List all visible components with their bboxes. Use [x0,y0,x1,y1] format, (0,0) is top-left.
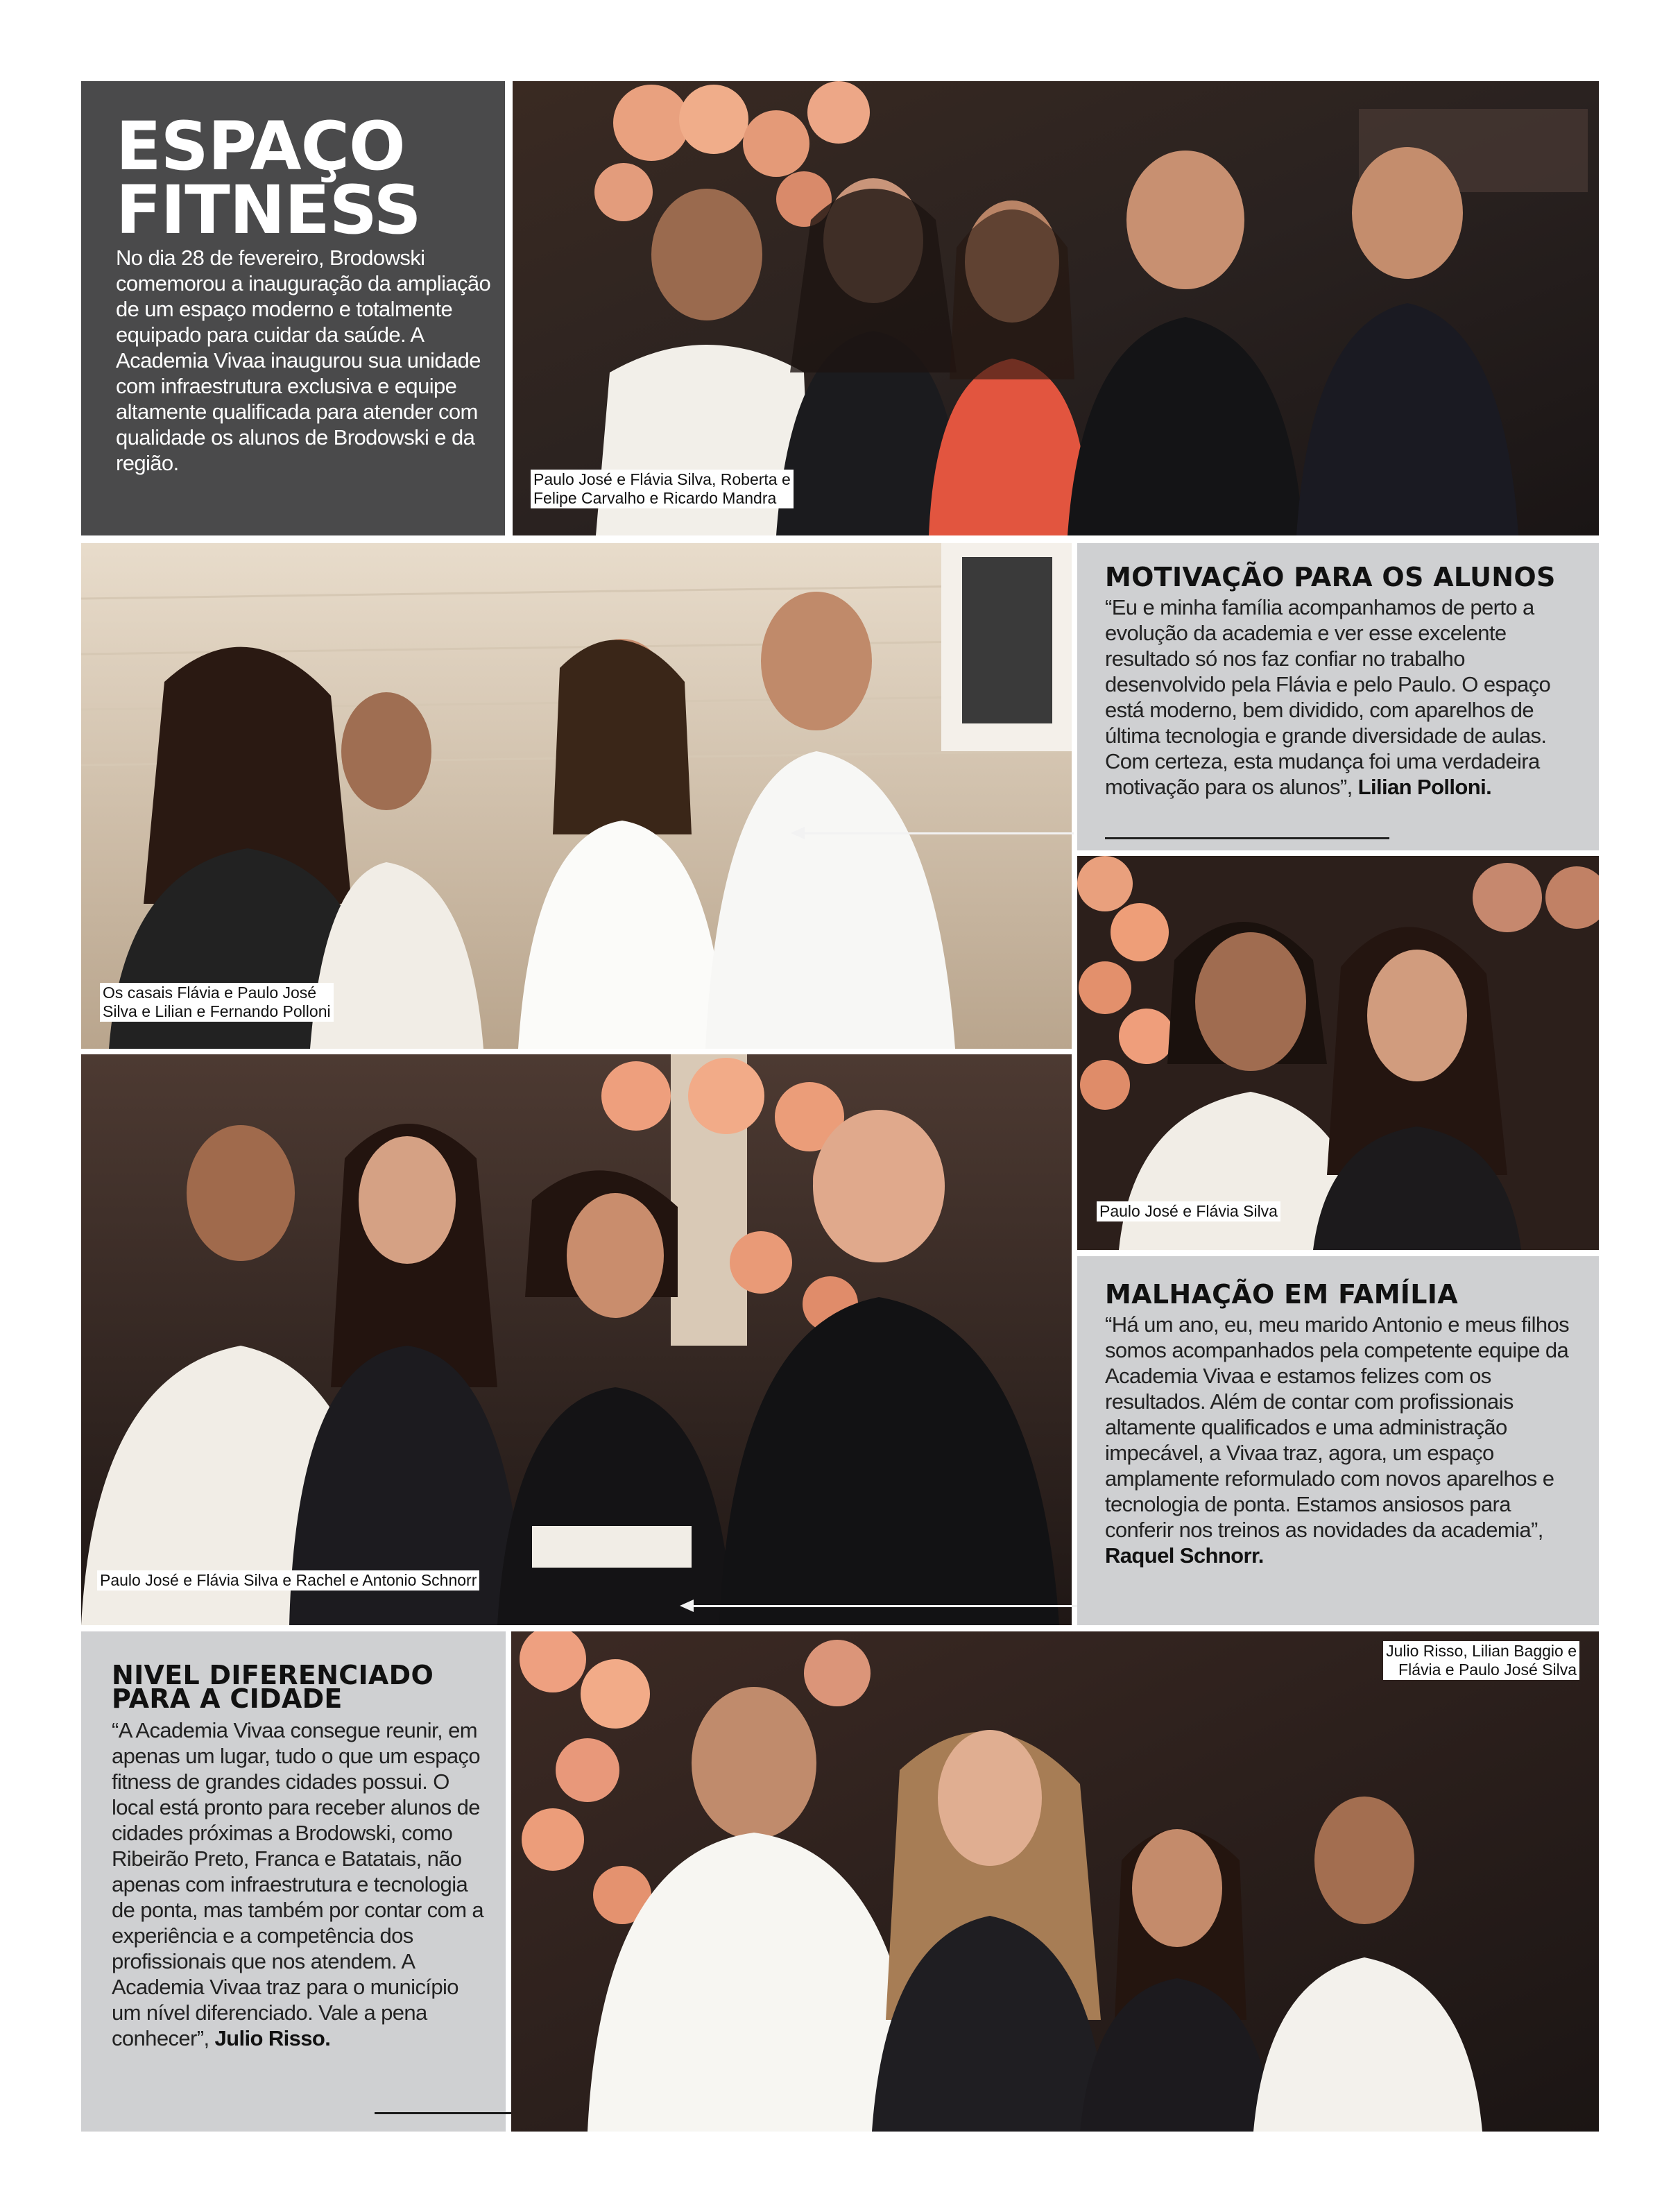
intro-box [81,81,505,535]
section-malhacao [1077,1256,1599,1625]
photo-couples-polloni-image [81,543,1072,1049]
photo-schnorr [81,1054,1072,1625]
quote-body: “A Academia Vivaa consegue reunir, em apenas um lugar, tudo o que um espaço fitness de grandes cidades possui. O local está pronto para receber alunos de cidades próximas a Brodowski, como Ribeirão Preto, Franca e Batatais, não apenas com infraestrutura e tecnologia de ponta, mas também por contar com a experiência e a competência dos profissionais que nos atendem. A Academia Vivaa traz para o município um nível diferenciado. Vale a pena conhecer”, [112,1718,484,2050]
photo-paulo-flavia [1077,856,1599,1250]
pointer-arrow [803,832,1074,834]
section-title: MALHAÇÃO EM FAMÍLIA [1105,1279,1458,1310]
photo-caption: Paulo José e Flávia Silva e Rachel e Antonio Schnorr [97,1570,479,1591]
quote-author: Lilian Polloni. [1357,775,1492,799]
photo-risso-group-image [511,1631,1599,2132]
photo-group-five-image [513,81,1599,535]
photo-paulo-flavia-image [1077,856,1599,1250]
quote-text [1105,594,1574,800]
author-underline [1105,837,1389,839]
quote-author: Julio Risso. [214,2026,331,2050]
arrow-head [680,1600,694,1612]
photo-schnorr-image [81,1054,1072,1625]
photo-group-five [513,81,1599,535]
page-title: ESPAÇO FITNESS [116,108,421,249]
quote-author: Raquel Schnorr. [1105,1543,1264,1568]
quote-text [112,1717,485,2051]
arrow-head [791,827,805,839]
photo-couples-polloni [81,543,1072,1049]
section-title: MOTIVAÇÃO PARA OS ALUNOS [1105,562,1556,592]
photo-caption: Julio Risso, Lilian Baggio e Flávia e Paulo José Silva [1383,1641,1579,1680]
quote-body: “Há um ano, eu, meu marido Antonio e meus filhos somos acompanhados pela competente equipe da Academia Vivaa e estamos felizes com os resultados. Além de contar com profissionais altamente qualificados e uma administração impecável, a Vivaa traz, agora, um espaço amplamente reformulado com novos aparelhos e tecnologia de ponta. Estamos ansiosos para conferir nos treinos as novidades da academia”, [1105,1312,1570,1542]
photo-caption: Os casais Flávia e Paulo José Silva e Lilian e Fernando Polloni [100,983,334,1022]
quote-text [1105,1312,1574,1568]
photo-caption: Paulo José e Flávia Silva [1097,1201,1280,1221]
photo-caption: Paulo José e Flávia Silva, Roberta e Felipe Carvalho e Ricardo Mandra [531,470,794,508]
section-motivacao [1077,543,1599,850]
photo-risso-group [511,1631,1599,2132]
section-title: NIVEL DIFERENCIADO PARA A CIDADE [112,1660,434,1714]
quote-body: “Eu e minha família acompanhamos de perto a evolução da academia e ver esse excelente resultado só nos faz confiar no trabalho desenvolvido pela Flávia e pelo Paulo. O espaço está moderno, bem dividido, com aparelhos de última tecnologia e grande diversidade de aulas. Com certeza, esta mudança foi uma verdadeira motivação para os alunos”, [1105,595,1551,799]
pointer-arrow [692,1605,1081,1607]
section-nivel [81,1631,506,2132]
intro-text: No dia 28 de fevereiro, Brodowski comemorou a inauguração da ampliação de um espaço moderno e totalmente equipado para cuidar da saúde. A Academia Vivaa inaugurou sua unidade com infraestrutura exclusiva e equipe altamente qualificada para atender com qualidade os alunos de Brodowski e da região. [116,246,491,475]
